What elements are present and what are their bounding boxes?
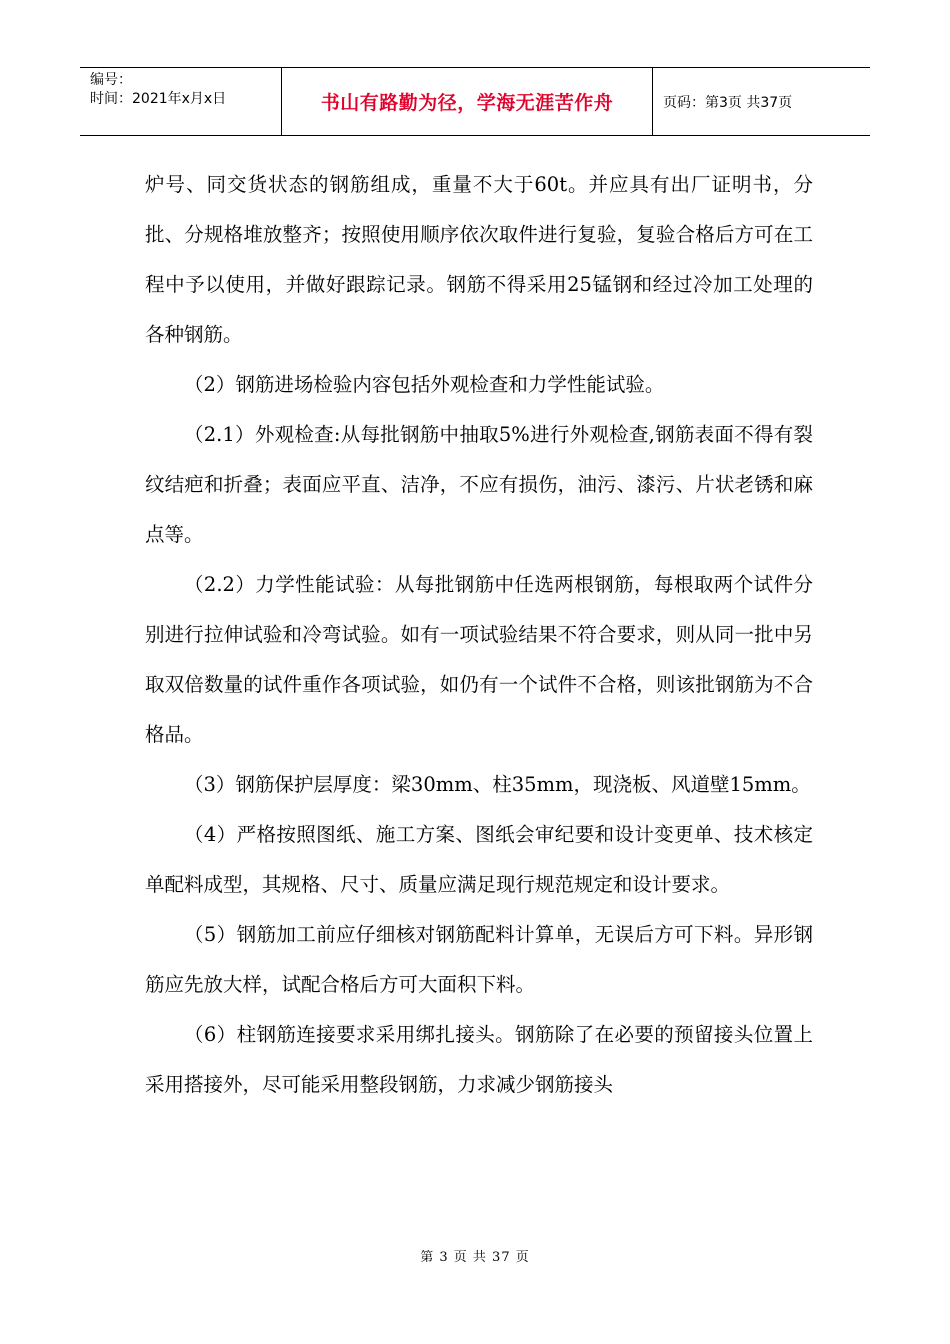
- paragraph-6: （6）柱钢筋连接要求采用绑扎接头。钢筋除了在必要的预留接头位置上采用搭接外，尽可能采用整段钢筋，力求减少钢筋接头: [145, 1023, 813, 1096]
- header-meta: [80, 68, 282, 135]
- document-number-label: 编号：: [90, 72, 132, 88]
- page-header: [80, 67, 870, 136]
- paragraph-3: （3）钢筋保护层厚度：梁30mm、柱35mm，现浇板、风道壁15mm。: [184, 773, 811, 796]
- header-motto-cell: [282, 68, 653, 135]
- page-footer: 第 3 页 共 37 页: [420, 1250, 530, 1265]
- paragraph-5: （5）钢筋加工前应仔细核对钢筋配料计算单，无误后方可下料。异形钢筋应先放大样，试配合格后方可大面积下料。: [145, 923, 813, 996]
- header-motto: 书山有路勤为径，学海无涯苦作舟: [320, 92, 614, 114]
- document-time: 时间：2021年x月x日: [90, 91, 227, 107]
- paragraph-2: （2）钢筋进场检验内容包括外观检查和力学性能试验。: [184, 373, 665, 396]
- document-body: [145, 160, 813, 1110]
- paragraph-2-1: （2.1）外观检查:从每批钢筋中抽取5%进行外观检查,钢筋表面不得有裂纹结疤和折叠；表面应平直、洁净，不应有损伤，油污、漆污、片状老锈和麻点等。: [145, 423, 813, 546]
- header-page-info: 页码：第3页 共37页: [663, 94, 793, 111]
- paragraph-2-2: （2.2）力学性能试验：从每批钢筋中任选两根钢筋，每根取两个试件分别进行拉伸试验和冷弯试验。如有一项试验结果不符合要求，则从同一批中另取双倍数量的试件重作各项试验，如仍有一个试件不合格，则该批钢筋为不合格品。: [145, 573, 813, 746]
- paragraph-4: （4）严格按照图纸、施工方案、图纸会审纪要和设计变更单、技术核定单配料成型，其规格、尺寸、质量应满足现行规范规定和设计要求。: [145, 823, 813, 896]
- paragraph-1: 炉号、同交货状态的钢筋组成，重量不大于60t。并应具有出厂证明书，分批、分规格堆放整齐；按照使用顺序依次取件进行复验，复验合格后方可在工程中予以使用，并做好跟踪记录。钢筋不得采用25锰钢和经过冷加工处理的各种钢筋。: [145, 173, 813, 346]
